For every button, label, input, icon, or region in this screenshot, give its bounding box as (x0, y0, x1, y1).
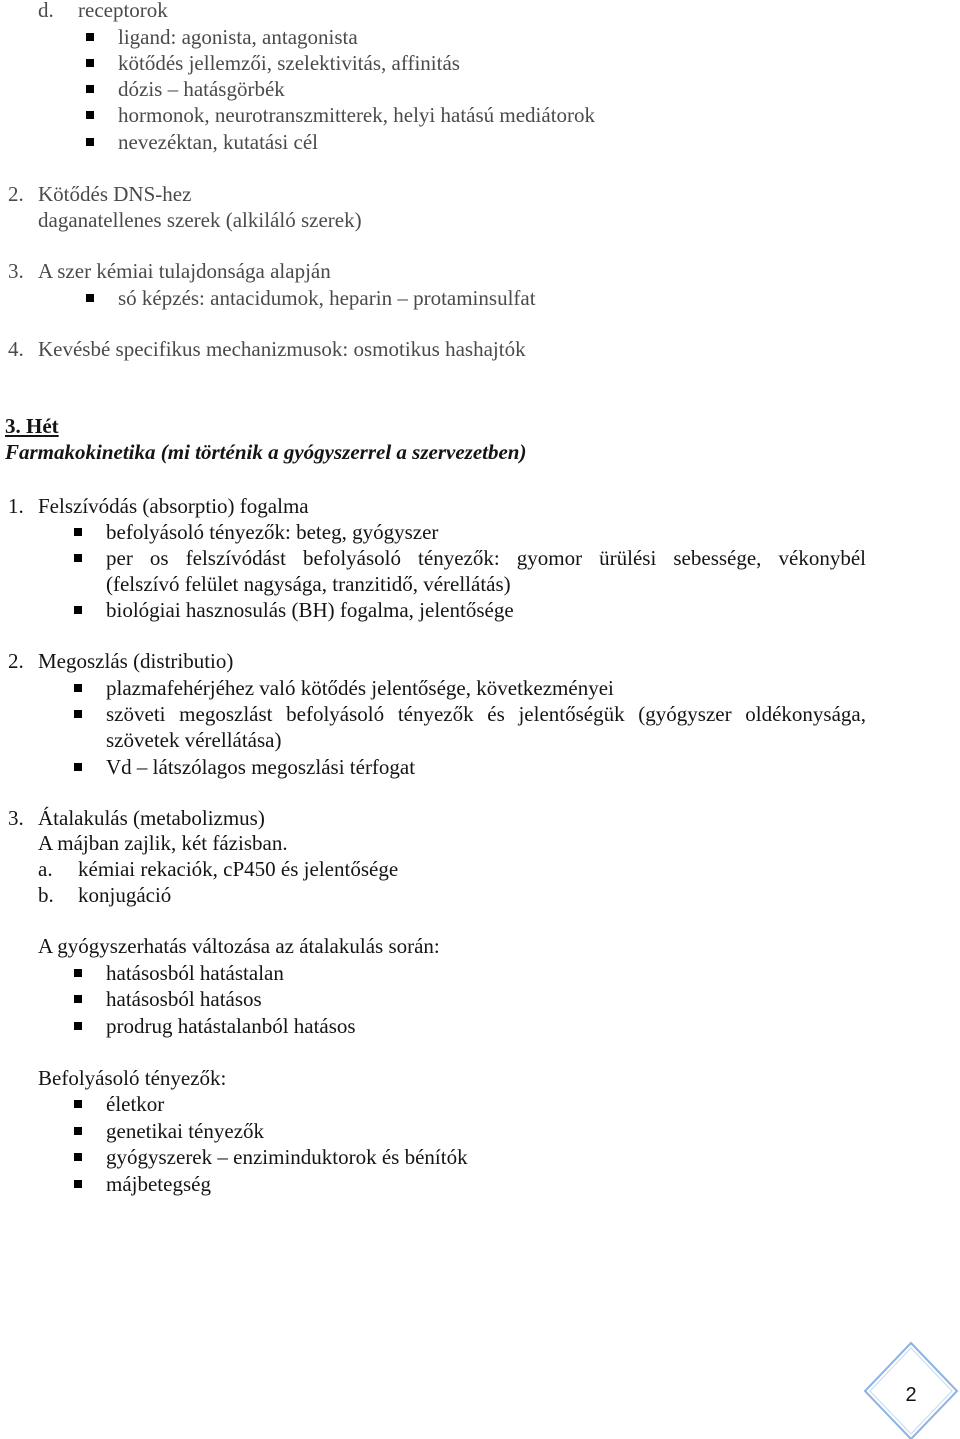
dna-binding-heading (0, 181, 960, 207)
list-marker: 1. (8, 494, 24, 518)
list-item-text: nevezéktan, kutatási cél (118, 130, 318, 154)
list-item (0, 76, 960, 102)
bullet-icon (74, 1118, 82, 1135)
list-item-text: kémiai rekaciók, cP450 és jelentősége (78, 857, 399, 881)
list-item (0, 24, 960, 50)
section-title: receptorok (78, 0, 168, 22)
bullet-icon (74, 1144, 82, 1161)
list-item (0, 1144, 960, 1170)
list-item-text: biológiai hasznosulás (BH) fogalma, jelentősége (106, 598, 514, 622)
chemical-property-heading (0, 258, 960, 284)
bullet-icon (74, 1091, 82, 1108)
list-item (0, 701, 960, 727)
page-number-badge (862, 1340, 960, 1439)
section-title: A szer kémiai tulajdonsága alapján (38, 259, 331, 283)
bullet-icon (74, 1171, 82, 1188)
list-item (0, 1118, 960, 1144)
section-title: Felszívódás (absorptio) fogalma (38, 494, 309, 518)
section-title: Átalakulás (metabolizmus) (38, 806, 265, 830)
list-item-text: gyógyszerek – enziminduktorok és bénítók (106, 1145, 468, 1169)
list-marker: a. (38, 857, 53, 881)
week-subtitle: Farmakokinetika (mi történik a gyógyszerrel a szervezetben) (5, 440, 527, 464)
list-item (0, 545, 960, 571)
week-subheading (0, 439, 960, 465)
bullet-icon (86, 102, 94, 119)
paragraph-text: Befolyásoló tényezők: (38, 1066, 227, 1090)
bullet-icon (74, 675, 82, 692)
list-item-text: (felszívó felület nagysága, tranzitidő, vérellátás) (106, 572, 511, 596)
paragraph-text: A gyógyszerhatás változása az átalakulás során: (38, 934, 440, 958)
list-item-text: májbetegség (106, 1172, 211, 1196)
distribution-heading (0, 648, 960, 674)
phase-item (0, 856, 960, 882)
paragraph-text: daganatellenes szerek (alkiláló szerek) (38, 208, 362, 232)
bullet-icon (74, 701, 82, 718)
list-marker: 2. (8, 649, 24, 673)
list-marker: 4. (8, 337, 24, 361)
list-item-text: plazmafehérjéhez való kötődés jelentősége, következményei (106, 676, 614, 700)
list-item-text: prodrug hatástalanból hatásos (106, 1014, 356, 1038)
list-item (0, 960, 960, 986)
list-marker: d. (38, 0, 54, 22)
list-item (0, 50, 960, 76)
list-item-text: só képzés: antacidumok, heparin – protaminsulfat (118, 286, 536, 310)
list-item-text: befolyásoló tényezők: beteg, gyógyszer (106, 520, 439, 544)
list-item (0, 597, 960, 623)
bullet-icon (74, 1013, 82, 1030)
metabolism-intro (0, 830, 960, 856)
list-item (0, 1171, 960, 1197)
bullet-icon (74, 986, 82, 1003)
list-marker: b. (38, 883, 54, 907)
section-title: Megoszlás (distributio) (38, 649, 234, 673)
list-item-text: Vd – látszólagos megoszlási térfogat (106, 755, 416, 779)
nonspecific-heading (0, 336, 960, 362)
list-item-text: hormonok, neurotranszmitterek, helyi hatású mediátorok (118, 103, 596, 127)
list-item (0, 1091, 960, 1117)
list-item (0, 129, 960, 155)
list-item-text: per os felszívódást befolyásoló tényezők: gyomor ürülési sebessége, vékonybél (106, 546, 866, 570)
list-item (0, 986, 960, 1012)
list-item-text: konjugáció (78, 883, 172, 907)
list-item-text: szöveti megoszlást befolyásoló tényezők és jelentőségük (gyógyszer oldékonysága, (106, 702, 866, 726)
list-item-text: szövetek vérellátása) (106, 728, 282, 752)
page-number: 2 (905, 1384, 917, 1406)
metabolism-heading (0, 805, 960, 831)
list-item (0, 1013, 960, 1039)
absorption-heading (0, 493, 960, 519)
bullet-icon (86, 24, 94, 41)
week-heading (0, 413, 960, 439)
list-marker: 3. (8, 259, 24, 283)
list-marker: 2. (8, 182, 24, 206)
list-item-text: hatásosból hatástalan (106, 961, 284, 985)
list-item-text: dózis – hatásgörbék (118, 77, 285, 101)
list-item-text: életkor (106, 1092, 165, 1116)
list-item-text: kötődés jellemzői, szelektivitás, affinitás (118, 51, 460, 75)
phase-item (0, 882, 960, 908)
bullet-icon (74, 754, 82, 771)
list-item (0, 285, 960, 311)
list-item (0, 675, 960, 701)
list-item-text: ligand: agonista, antagonista (118, 25, 358, 49)
list-item-continuation (0, 571, 960, 597)
bullet-icon (86, 285, 94, 302)
list-item (0, 519, 960, 545)
week-title: 3. Hét (5, 414, 59, 438)
bullet-icon (74, 545, 82, 562)
bullet-icon (74, 960, 82, 977)
list-item-continuation (0, 727, 960, 753)
list-item-text: genetikai tényezők (106, 1119, 265, 1143)
bullet-icon (74, 597, 82, 614)
section-title: Kevésbé specifikus mechanizmusok: osmotikus hashajtók (38, 337, 526, 361)
factors-title (0, 1065, 960, 1091)
effect-change-title (0, 933, 960, 959)
section-title: Kötődés DNS-hez (38, 182, 192, 206)
receptors-heading (0, 0, 960, 23)
bullet-icon (74, 519, 82, 536)
bullet-icon (86, 50, 94, 67)
list-marker: 3. (8, 806, 24, 830)
list-item (0, 102, 960, 128)
list-item (0, 754, 960, 780)
bullet-icon (86, 76, 94, 93)
bullet-icon (86, 129, 94, 146)
paragraph-text: A májban zajlik, két fázisban. (38, 831, 288, 855)
list-item-text: hatásosból hatásos (106, 987, 262, 1011)
dna-binding-detail (0, 207, 960, 233)
